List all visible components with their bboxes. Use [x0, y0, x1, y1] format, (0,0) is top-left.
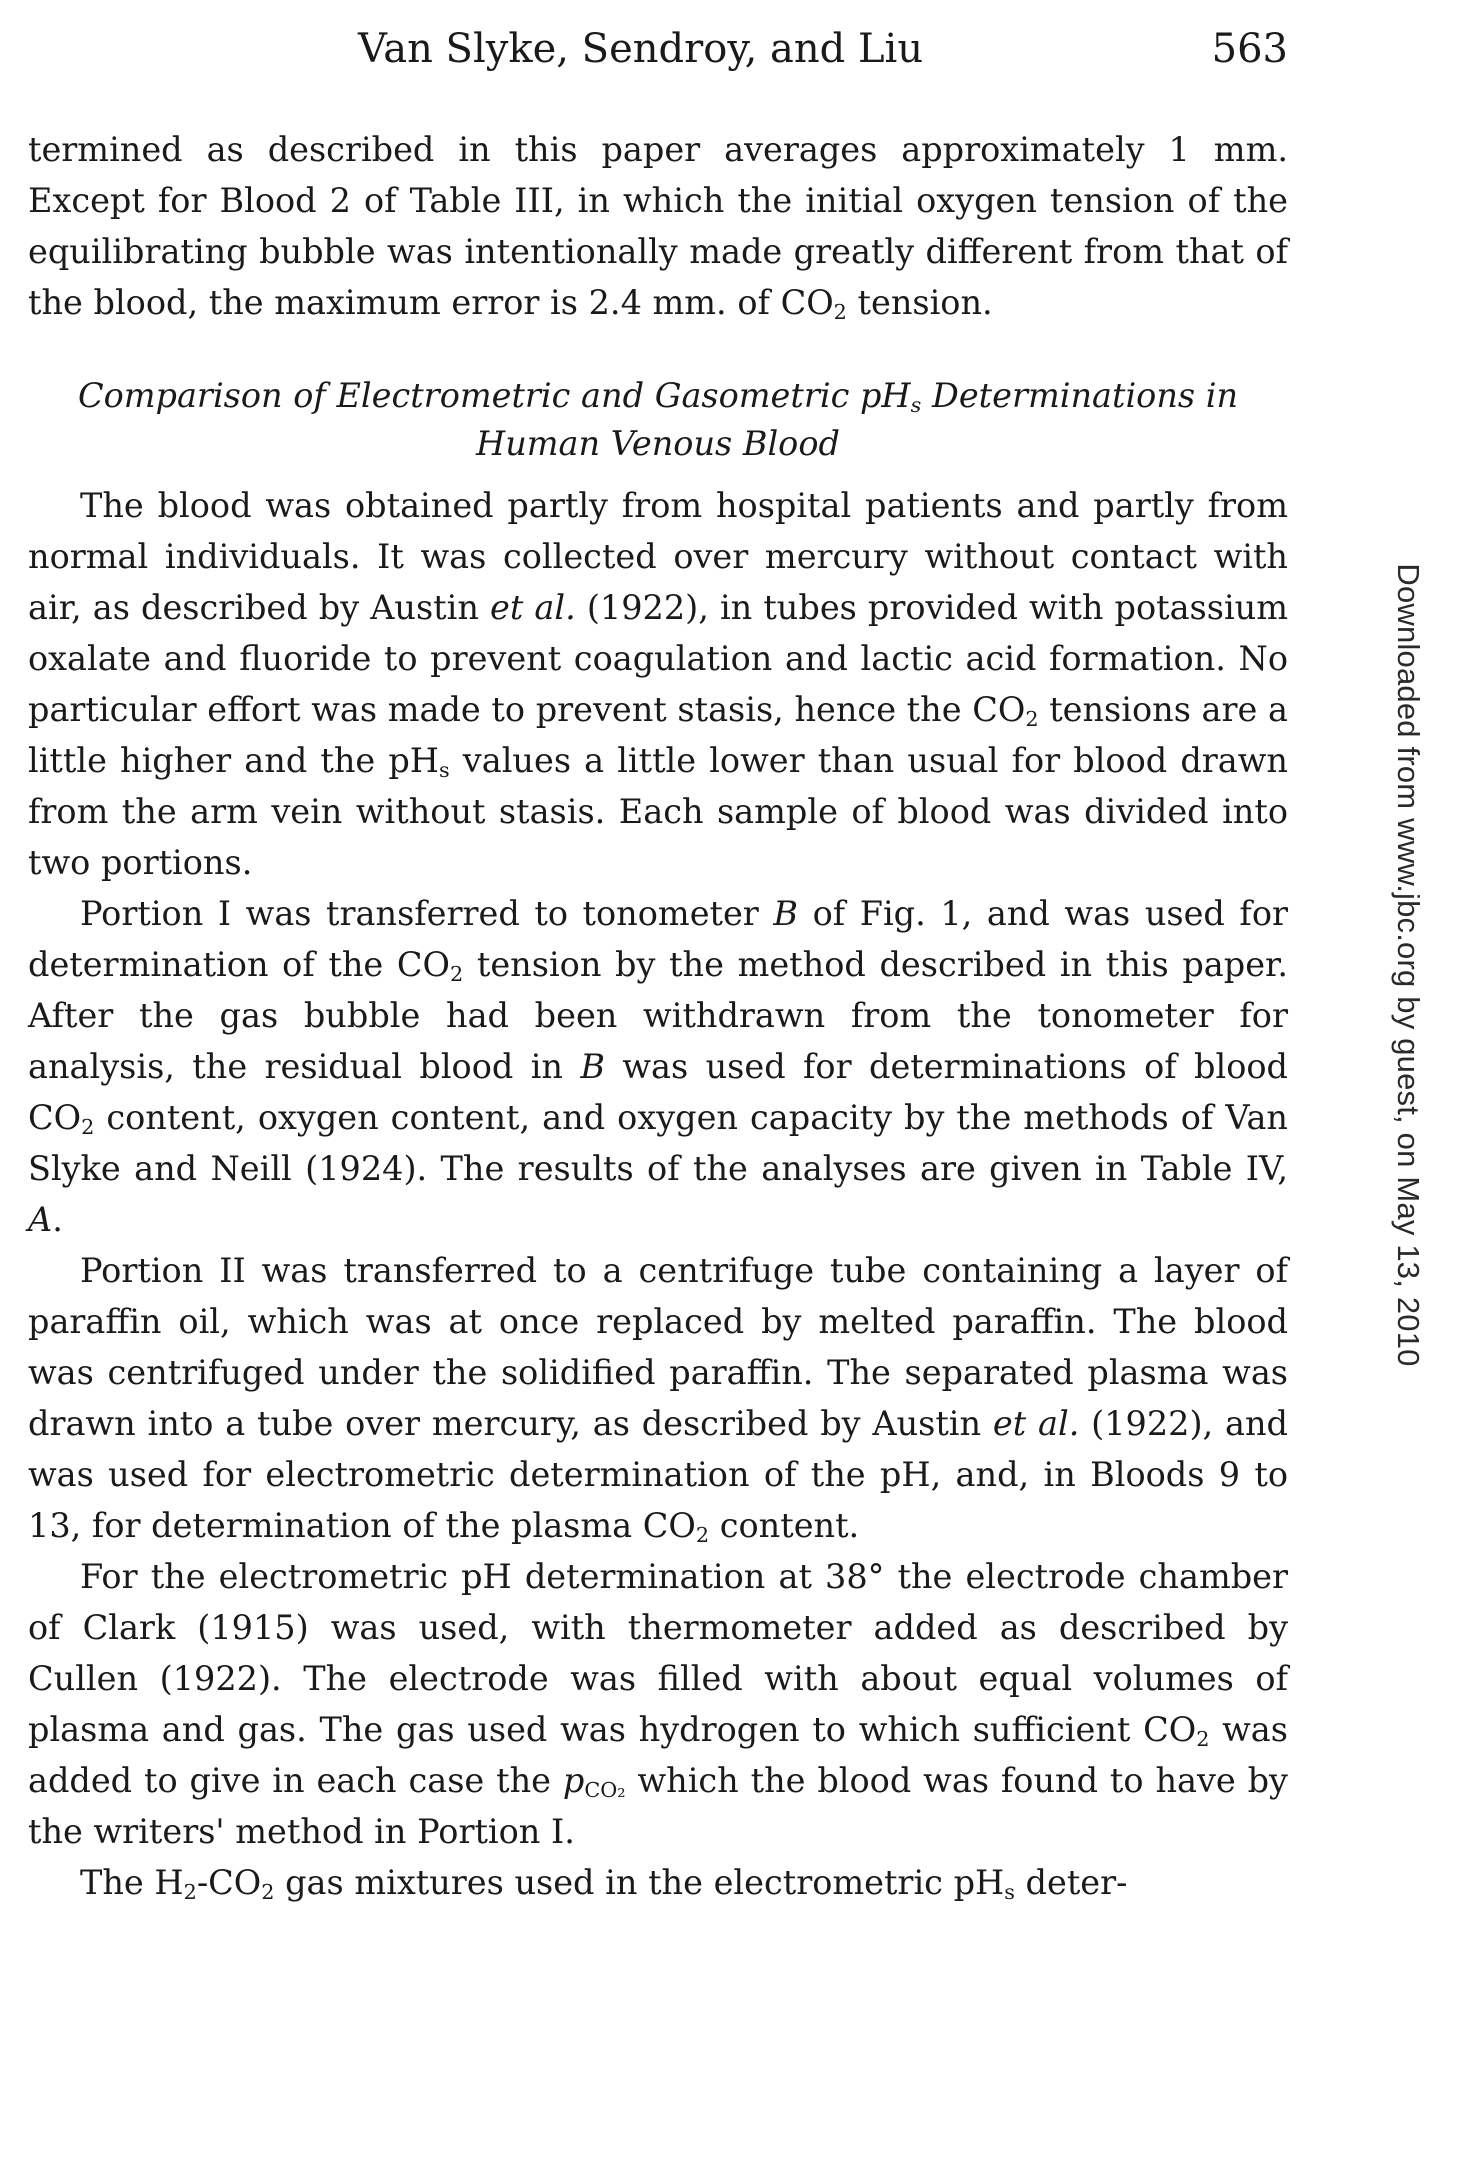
paragraph-portion-two: Portion II was transferred to a centrifuge tube containing a layer of paraffin oil, which was at once replaced by melted paraffin. The blood was centrifuged under the solidified paraffin. The separated plasma was drawn into a tube over mercury, as described by Austin et al. (1922), and was used for electrometric determination of the pH, and, in Bloods 9 to 13, for determination of the plasma $CO_2$ content. — [28, 1251, 1288, 1548]
intro-paragraph — [28, 124, 1288, 328]
download-watermark: Downloaded from www.jbc.org by guest, on May 13, 2010 — [1391, 563, 1426, 1367]
section-heading-line-2: Human Venous Blood — [476, 424, 840, 463]
paragraph-portion-one: Portion I was transferred to tonometer B of Fig. 1, and was used for determination of the $CO_2$ tension by the method described in this paper. After the gas bubble had been withdrawn from the tonometer for analysis, the residual blood in B was used for determinations of blood $CO_2$ content, oxygen content, and oxygen capacity by the methods of Van Slyke and Neill (1924). The results of the analyses are given in Table IV, A. — [28, 894, 1289, 1239]
paragraph-blood-collection: The blood was obtained partly from hospital patients and partly from normal individuals. It was collected over mercury without contact with air, as described by Austin et al. (1922), in tubes provided with potassium oxalate and fluoride to prevent coagulation and lactic acid formation. No particular effort was made to prevent stasis, hence the $CO_2$ tensions are a little higher and the $pH_s$ values a little lower than usual for blood drawn from the arm vein without stasis. Each sample of blood was divided into two portions. — [28, 486, 1289, 882]
paragraph-electrometric: For the electrometric pH determination at 38° the electrode chamber of Clark (1915) was used, with thermometer added as described by Cullen (1922). The electrode was filled with about equal volumes of plasma and gas. The gas used was hydrogen to which sufficient $CO_2$ was added to give in each case the $p_{CO_2}$ which the blood was found to have by the writers' method in Portion I. — [28, 1557, 1288, 1851]
paragraph-gas-mixtures: The $H_2-CO_2$ gas mixtures used in the electrometric $pH_s$ deter- — [80, 1863, 1128, 1905]
page — [28, 14, 1288, 1908]
body-text — [28, 480, 1288, 1908]
running-head-authors: Van Slyke, Sendroy, and Liu — [358, 26, 924, 72]
page-number: 563 — [1211, 26, 1288, 72]
intro-paragraph-text: termined as described in this paper averages approximately 1 mm. Except for Blood 2 of Table III, in which the initial oxygen tension of the equilibrating bubble was intentionally made greatly different from that of the blood, the maximum error is 2.4 mm. of $CO_2$ tension. — [28, 130, 1288, 325]
section-heading-line-1: Comparison of Electrometric and Gasometric $pH_s$ Determinations in — [77, 376, 1239, 418]
section-heading — [28, 372, 1288, 468]
running-head — [28, 14, 1288, 84]
